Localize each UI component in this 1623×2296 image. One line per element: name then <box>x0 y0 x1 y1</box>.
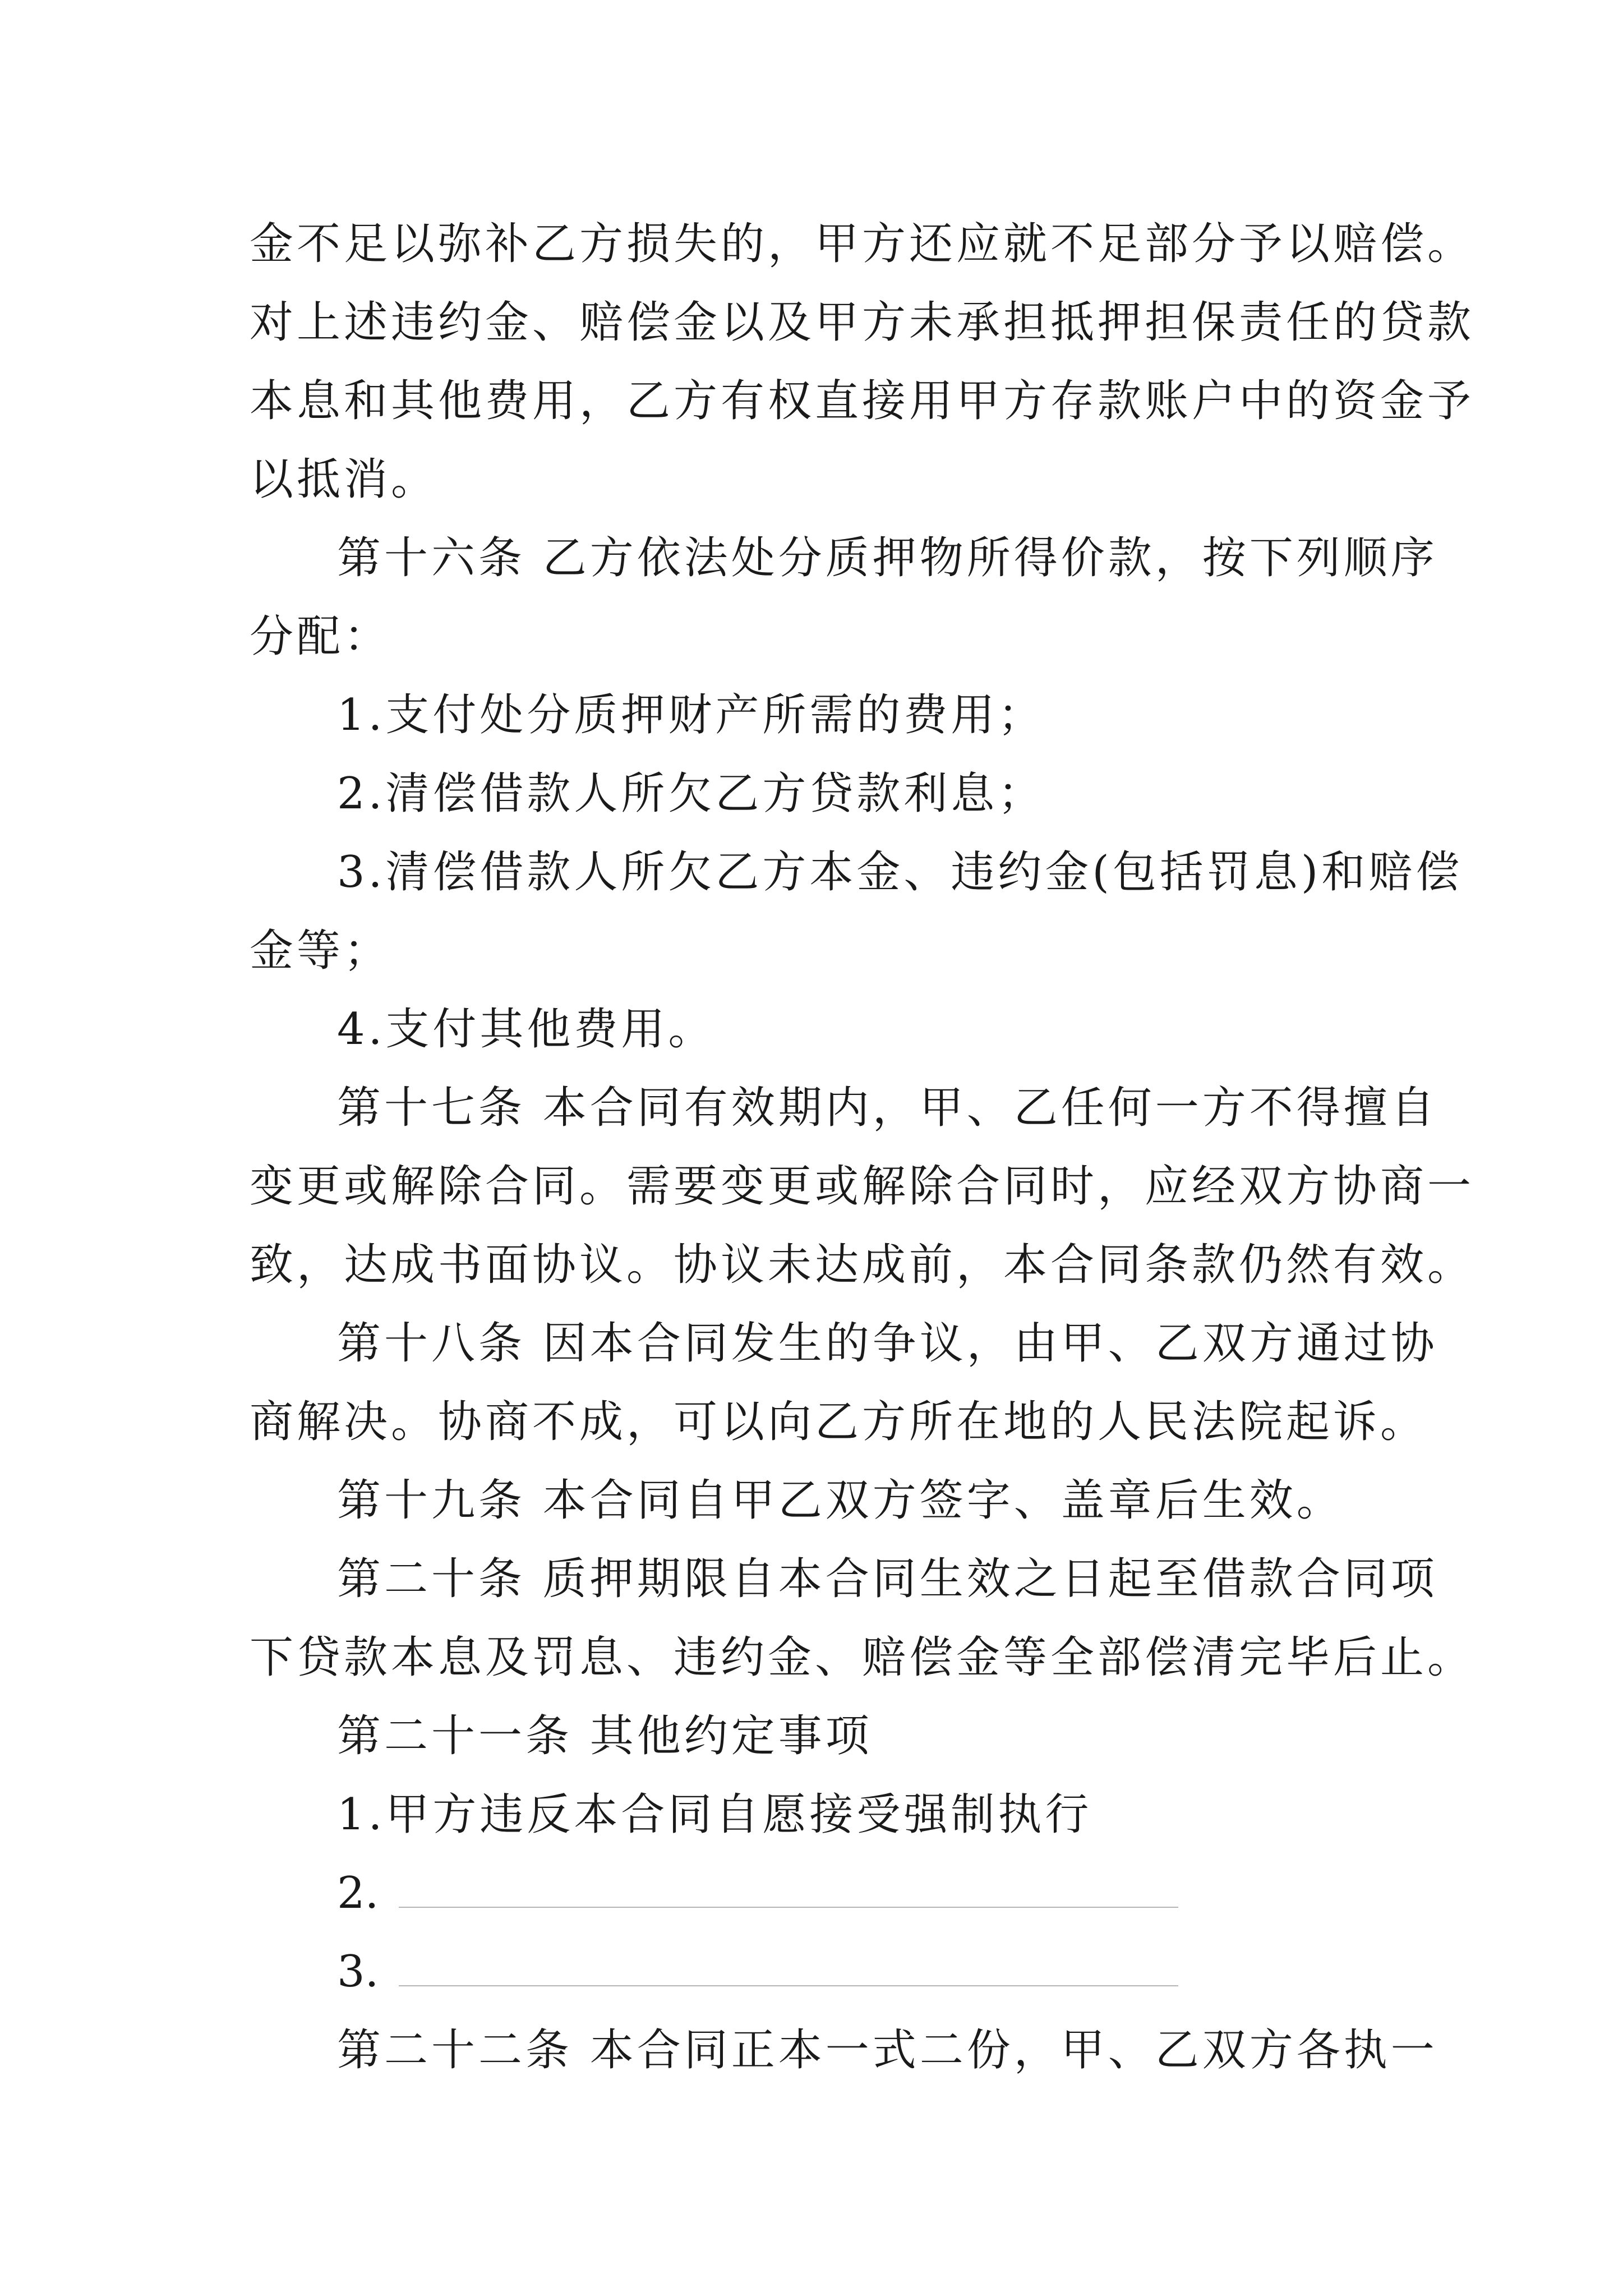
article-22-heading: 第二十二条 本合同正本一式二份，甲、乙双方各执一 <box>337 2025 1438 2076</box>
list-item: 2.清偿借款人所欠乙方贷款利息； <box>337 769 1045 819</box>
article-17-heading: 第十七条 本合同有效期内，甲、乙任何一方不得擅自 <box>337 1083 1438 1133</box>
text-line: 以抵消。 <box>250 454 439 505</box>
article-19-heading: 第十九条 本合同自甲乙双方签字、盖章后生效。 <box>337 1475 1344 1526</box>
text-line: 金等； <box>250 926 391 976</box>
text-line: 商解决。协商不成，可以向乙方所在地的人民法院起诉。 <box>250 1397 1428 1447</box>
list-item: 3.清偿借款人所欠乙方本金、违约金(包括罚息)和赔偿 <box>337 847 1463 898</box>
text-line: 金不足以弥补乙方损失的，甲方还应就不足部分予以赔偿。 <box>250 219 1475 269</box>
list-item-number: 2. <box>337 1868 379 1918</box>
text-line: 下贷款本息及罚息、违约金、赔偿金等全部偿清完毕后止。 <box>250 1632 1475 1683</box>
article-16-heading: 第十六条 乙方依法处分质押物所得价款，按下列顺序 <box>337 533 1438 583</box>
text-line: 本息和其他费用，乙方有权直接用甲方存款账户中的资金予 <box>250 376 1475 426</box>
list-item: 1.支付处分质押财产所需的费用； <box>337 690 1045 740</box>
text-line: 变更或解除合同。需要变更或解除合同时，应经双方协商一 <box>250 1161 1475 1212</box>
article-21-heading: 第二十一条 其他约定事项 <box>337 1711 873 1761</box>
text-line: 致，达成书面协议。协议未达成前，本合同条款仍然有效。 <box>250 1240 1475 1290</box>
article-20-heading: 第二十条 质押期限自本合同生效之日起至借款合同项 <box>337 1554 1438 1604</box>
blank-list-item <box>337 1932 1234 2011</box>
list-item: 1.甲方违反本合同自愿接受强制执行 <box>337 1789 1092 1840</box>
list-item-number: 3. <box>337 1947 379 1997</box>
fill-in-blank-line <box>399 1985 1178 1986</box>
fill-in-blank-line <box>399 1907 1178 1908</box>
text-line: 对上述违约金、赔偿金以及甲方未承担抵押担保责任的贷款 <box>250 297 1475 348</box>
blank-list-item <box>337 1854 1234 1932</box>
article-18-heading: 第十八条 因本合同发生的争议，由甲、乙双方通过协 <box>337 1318 1438 1369</box>
list-item: 4.支付其他费用。 <box>337 1004 716 1055</box>
text-line: 分配： <box>250 611 391 662</box>
